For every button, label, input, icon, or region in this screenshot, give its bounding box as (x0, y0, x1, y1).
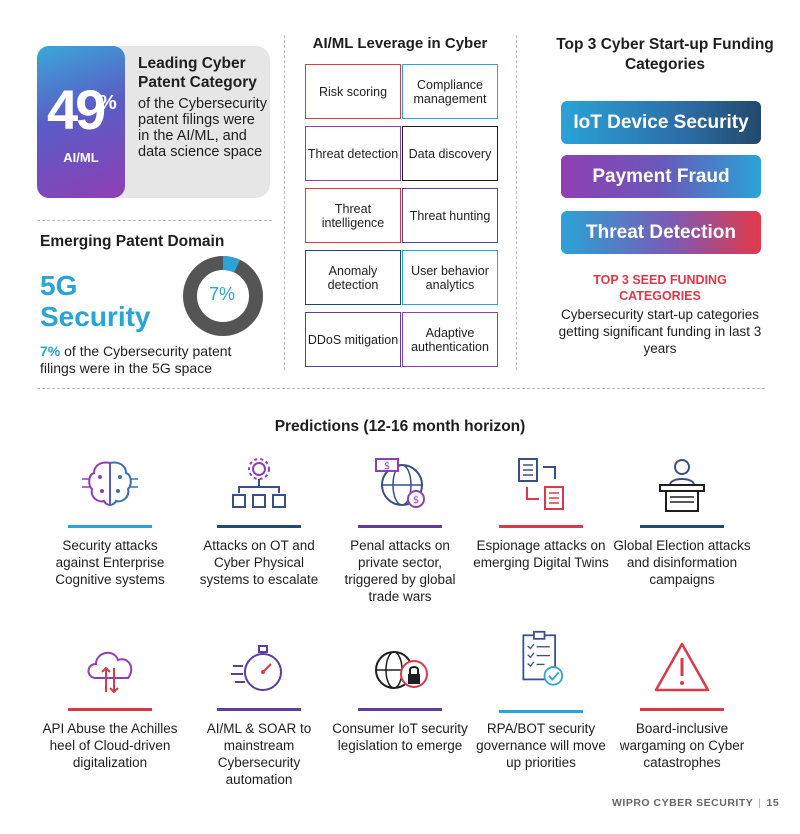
prediction-underline (217, 708, 301, 711)
leverage-title: AI/ML Leverage in Cyber (312, 35, 488, 52)
patent-percent-value: 49 (47, 78, 104, 141)
prediction-text: Consumer IoT security legislation to emerge (332, 721, 468, 753)
patent-subject: AI/ML (63, 150, 99, 165)
divider (284, 35, 285, 370)
footer-brand: WIPRO CYBER SECURITY (612, 797, 754, 809)
leverage-item: Data discovery (402, 126, 498, 181)
page-footer (612, 797, 779, 809)
emerging-domain-name (40, 270, 151, 332)
cloud-transfer-icon (80, 638, 140, 698)
prediction-text: AI/ML & SOAR to mainstream Cybersecurity automation (206, 721, 312, 787)
divider (37, 220, 272, 221)
leverage-item: Risk scoring (305, 64, 401, 119)
prediction-text: RPA/BOT security governance will move up priorities (476, 721, 606, 770)
patent-percent-box (37, 46, 125, 198)
leverage-item: Adaptive authentication (402, 312, 498, 367)
prediction-text: Penal attacks on private sector, triggered by global trade wars (344, 538, 456, 604)
patent-card-body: of the Cybersecurity patent filings were in the AI/ML, and data science space (138, 96, 267, 160)
brain-circuit-icon (80, 455, 140, 515)
patent-percent-sign: % (99, 92, 117, 114)
funding-category-bar: Threat Detection (561, 211, 761, 254)
warning-triangle-icon (652, 638, 712, 698)
svg-text:$: $ (383, 461, 391, 472)
election-podium-icon (652, 455, 712, 515)
prediction-text: Global Election attacks and disinformation campaigns (613, 538, 751, 587)
leverage-item: Compliance management (402, 64, 498, 119)
prediction-text: Espionage attacks on emerging Digital Twins (473, 538, 609, 570)
emerging-domain-description (40, 343, 270, 377)
seed-funding-description: Cybersecurity start-up categories getting significant funding in last 3 years (558, 307, 762, 356)
prediction-text: Security attacks against Enterprise Cognitive systems (55, 538, 165, 587)
emerging-domain-title: Emerging Patent Domain (40, 233, 225, 250)
seed-funding-title: TOP 3 SEED FUNDING CATEGORIES (593, 273, 727, 303)
document-copy-icon (511, 455, 571, 515)
leverage-item: Threat hunting (402, 188, 498, 243)
stopwatch-icon (229, 638, 289, 698)
prediction-underline (358, 525, 442, 528)
leverage-item: Threat intelligence (305, 188, 401, 243)
checklist-clipboard-icon (511, 630, 571, 690)
funding-category-bar: Payment Fraud (561, 155, 761, 198)
globe-currency-icon (370, 455, 430, 515)
leverage-item: Anomaly detection (305, 250, 401, 305)
gear-network-icon (229, 455, 289, 515)
funding-title: Top 3 Cyber Start-up Funding Categories (556, 36, 774, 73)
donut-highlight-arc (223, 263, 237, 266)
prediction-underline (358, 708, 442, 711)
prediction-text: Attacks on OT and Cyber Physical systems to escalate (199, 538, 319, 587)
globe-lock-icon (370, 638, 430, 698)
svg-text:$: $ (412, 495, 420, 506)
emerging-domain-text: 5G Security (40, 270, 151, 332)
prediction-underline (68, 525, 152, 528)
footer-separator: | (758, 797, 762, 809)
funding-category-bar: IoT Device Security (561, 101, 761, 144)
prediction-underline (217, 525, 301, 528)
prediction-underline (499, 710, 583, 713)
leverage-item: Threat detection (305, 126, 401, 181)
emerging-highlight: 7% (40, 343, 61, 359)
divider (37, 388, 765, 389)
prediction-underline (499, 525, 583, 528)
leverage-item: DDoS mitigation (305, 312, 401, 367)
prediction-text: API Abuse the Achilles heel of Cloud-driven digitalization (42, 721, 178, 770)
emerging-desc-text: of the Cybersecurity patent filings were in the 5G space (40, 343, 232, 376)
prediction-underline (640, 708, 724, 711)
patent-card-title: Leading Cyber Patent Category (138, 55, 257, 91)
prediction-underline (68, 708, 152, 711)
footer-page-number: 15 (766, 797, 780, 809)
predictions-title: Predictions (12-16 month horizon) (274, 418, 526, 435)
prediction-text: Board-inclusive wargaming on Cyber catastrophes (619, 721, 745, 770)
donut-label: 7% (208, 284, 235, 304)
prediction-underline (640, 525, 724, 528)
divider (516, 35, 517, 370)
leverage-item: User behavior analytics (402, 250, 498, 305)
